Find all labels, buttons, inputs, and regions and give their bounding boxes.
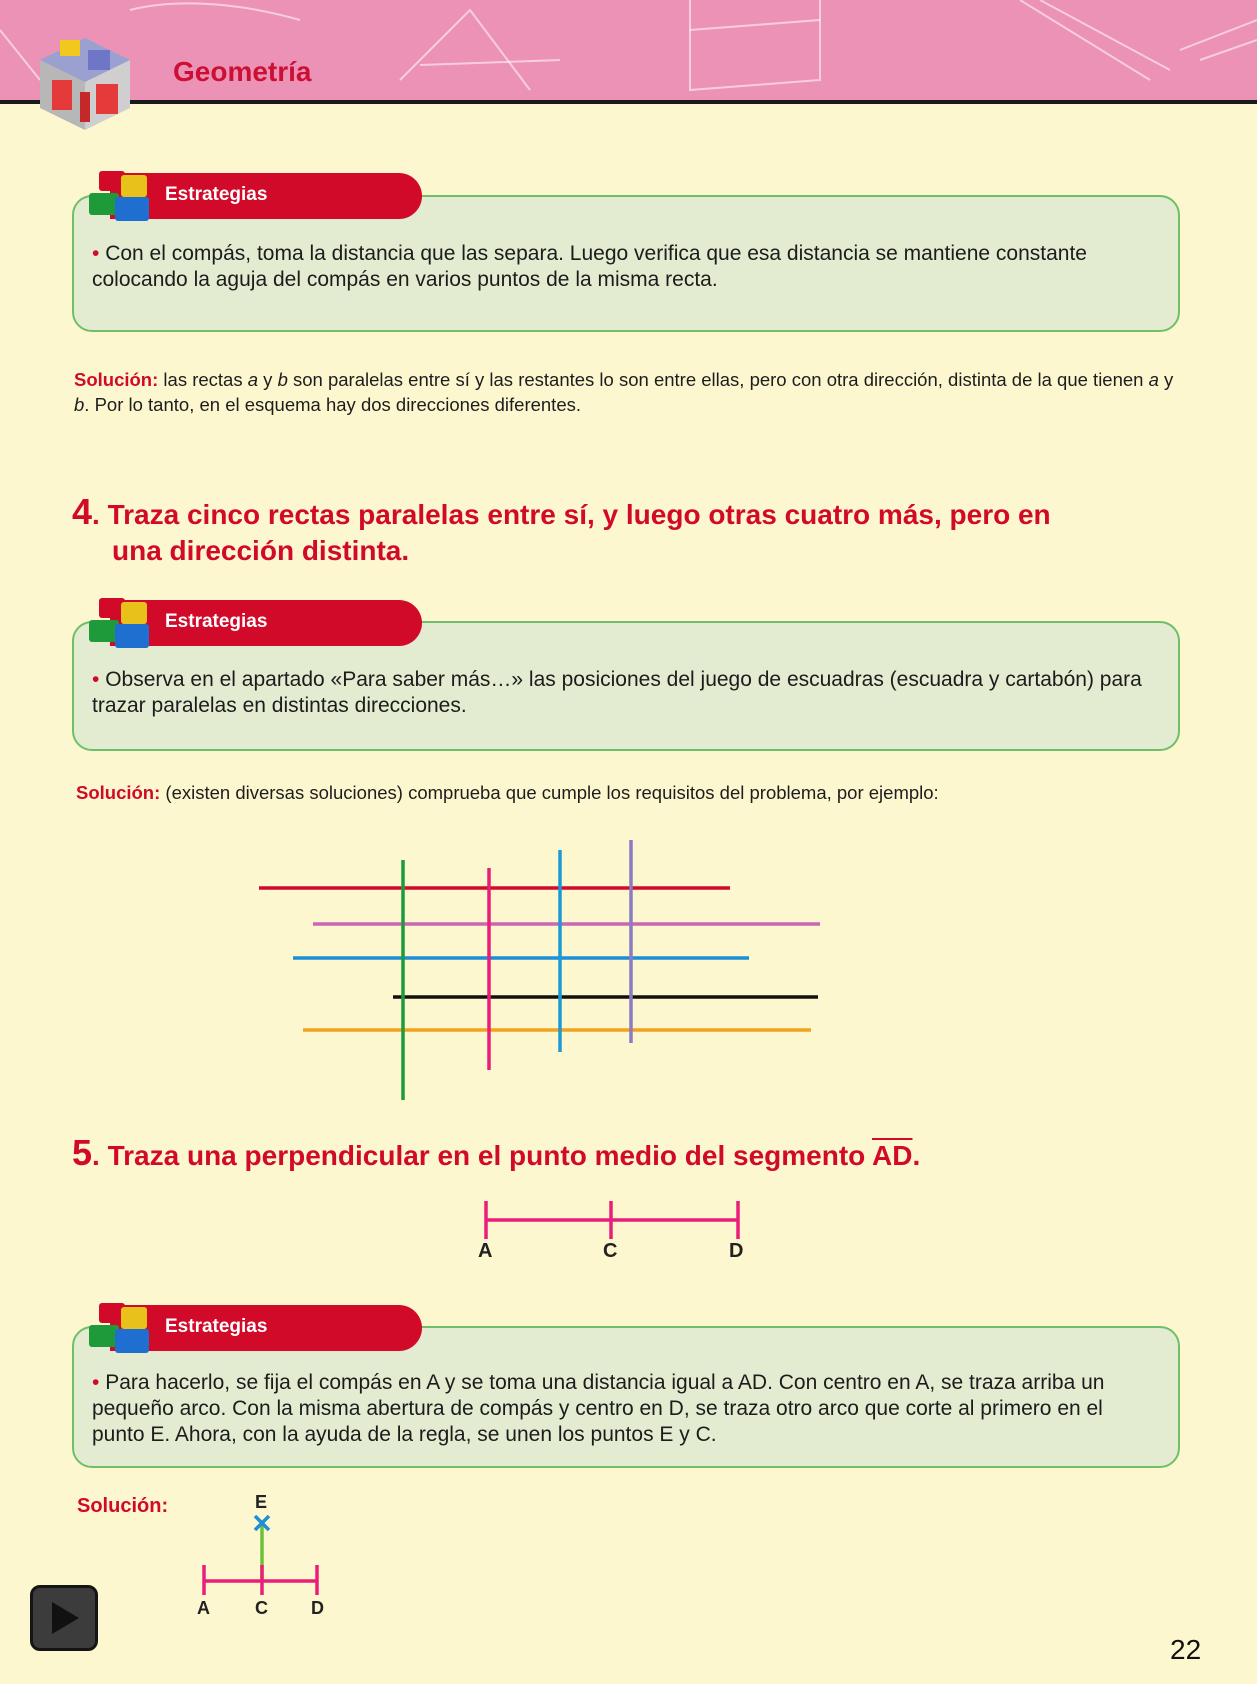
strategy-tab-3: Estrategias (110, 1305, 422, 1351)
strategy-text-3: • Para hacerlo, se fija el compás en A y se toma una distancia igual a AD. Con centro en A, se traza arriba un pequeño arco. Con la misma abertura de compás y centro en D, se traza otro arco que corte al primero en el punto E. Ahora, con la ayuda de la regla, se unen los puntos E y C. (92, 1371, 1105, 1446)
perpendicular-solution-figure (195, 1515, 335, 1595)
point-d-label: D (729, 1240, 744, 1262)
segment-ad: $\overline{AD}$ (872, 1140, 913, 1171)
point-c-label: C (603, 1240, 618, 1262)
solution-3: Solución: (77, 1495, 169, 1517)
strategy-tab-2: Estrategias (110, 600, 422, 646)
play-button[interactable] (30, 1585, 98, 1651)
strategy-tab-1: Estrategias (110, 173, 422, 219)
segment-ad-figure (470, 1195, 760, 1245)
solution-point-a-label: A (197, 1598, 210, 1618)
solution-point-c-label: C (255, 1598, 268, 1618)
strategy-text-2: • Observa en el apartado «Para saber más…» las posiciones del juego de escuadras (escuadra y cartabón) para trazar paralelas en distintas direcciones. (92, 668, 1142, 717)
strategy-text-1: • Con el compás, toma la distancia que las separa. Luego verifica que esa distancia se mantiene constante colocando la aguja del compás en varios puntos de la misma recta. (92, 242, 1087, 291)
solution-point-d-label: D (311, 1598, 324, 1618)
point-a-label: A (478, 1240, 493, 1262)
point-e-label: E (255, 1492, 268, 1512)
solution-2: Solución: (existen diversas soluciones) comprueba que cumple los requisitos del problema, por ejemplo: (76, 782, 939, 803)
section-title: Geometría (173, 56, 312, 87)
solution-1: Solución: las rectas a y b son paralelas entre sí y las restantes lo son entre ellas, pero con otra dirección, distinta de la que tienen a y b. Por lo tanto, en el esquema hay dos direcciones diferentes. (74, 369, 1174, 415)
exercise-4-heading: 4. Traza cinco rectas paralelas entre sí, y luego otras cuatro más, pero en una dirección distinta. (72, 491, 1051, 566)
puzzle-icon (85, 1299, 165, 1361)
page-number: 22 (1170, 1634, 1202, 1665)
play-icon (33, 1588, 95, 1648)
exercise-5-heading: 5. Traza una perpendicular en el punto medio del segmento $\overline{AD}$. (72, 1132, 921, 1173)
